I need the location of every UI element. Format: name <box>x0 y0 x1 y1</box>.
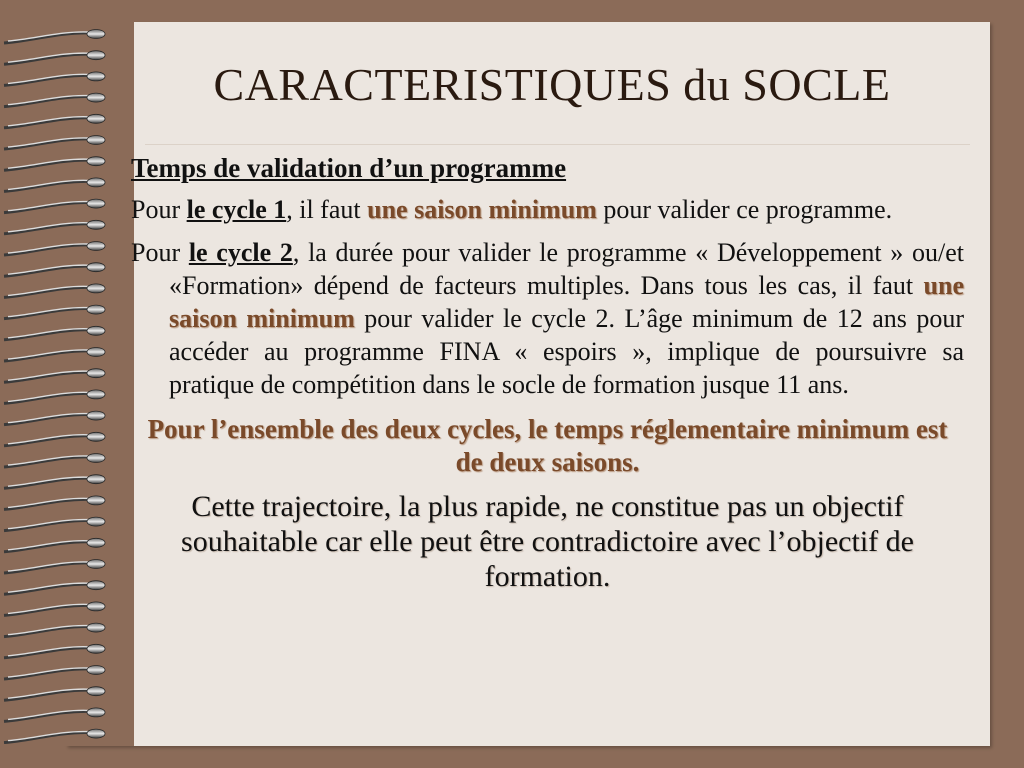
spiral-ring <box>4 199 105 213</box>
spiral-ring <box>4 475 105 489</box>
spiral-ring <box>4 369 105 383</box>
spiral-ring <box>4 644 105 658</box>
spiral-ring <box>4 623 105 637</box>
page-title: CARACTERISTIQUES du SOCLE <box>213 59 891 110</box>
conclusion-text: Pour l’ensemble des deux cycles, le temps réglementaire minimum est de deux saisons. <box>147 414 948 477</box>
spiral-ring <box>4 114 105 128</box>
spiral-ring <box>4 560 105 574</box>
cycle-1-label: le cycle 1 <box>186 195 287 224</box>
p2-highlight: une saison minimum <box>169 271 964 333</box>
spiral-ring <box>4 326 105 340</box>
spiral-ring <box>4 136 105 150</box>
spiral-ring <box>4 432 105 446</box>
title-divider <box>145 144 970 145</box>
spiral-ring <box>4 411 105 425</box>
p2-mid: , la durée pour valider le programme « Développement » ou/et «Formation» dépend de facteurs multiples. Dans tous les cas, il faut <box>169 238 964 300</box>
spiral-binding <box>0 24 120 744</box>
spiral-ring <box>4 30 105 44</box>
spiral-ring <box>4 454 105 468</box>
spiral-ring <box>4 581 105 595</box>
spiral-ring <box>4 284 105 298</box>
closing-text: Cette trajectoire, la plus rapide, ne constitue pas un objectif souhaitable car elle peut être contradictoire avec l’objectif de formation. <box>181 490 914 593</box>
spiral-ring <box>4 517 105 531</box>
spiral-ring <box>4 220 105 234</box>
p2-pre: Pour <box>131 238 189 267</box>
spiral-ring <box>4 242 105 256</box>
spiral-ring <box>4 178 105 192</box>
paragraph-cycle-1 <box>131 193 964 226</box>
section-heading: Temps de validation d’un programme <box>131 153 567 183</box>
spiral-ring <box>4 390 105 404</box>
cycle-2-label: le cycle 2 <box>188 238 293 267</box>
p1-post: pour valider ce programme. <box>596 195 893 224</box>
spiral-ring <box>4 496 105 510</box>
spiral-ring <box>4 687 105 701</box>
spiral-ring <box>4 263 105 277</box>
slide-content <box>131 152 964 594</box>
spiral-ring <box>4 348 105 362</box>
p2-post: pour valider le cycle 2. L’âge minimum de 12 ans pour accéder au programme FINA « espoirs », implique de poursuivre sa pratique de compétition dans le socle de formation jusque 11 ans. <box>169 304 964 399</box>
paragraph-cycle-2 <box>131 236 964 401</box>
spiral-ring <box>4 305 105 319</box>
spiral-ring <box>4 729 105 743</box>
p1-highlight: une saison minimum <box>367 195 597 224</box>
spiral-ring <box>4 666 105 680</box>
p1-pre: Pour <box>131 195 187 224</box>
p1-mid: , il faut <box>286 195 368 224</box>
spiral-ring <box>4 708 105 722</box>
spiral-ring <box>4 157 105 171</box>
spiral-ring <box>4 602 105 616</box>
spiral-ring <box>4 538 105 552</box>
